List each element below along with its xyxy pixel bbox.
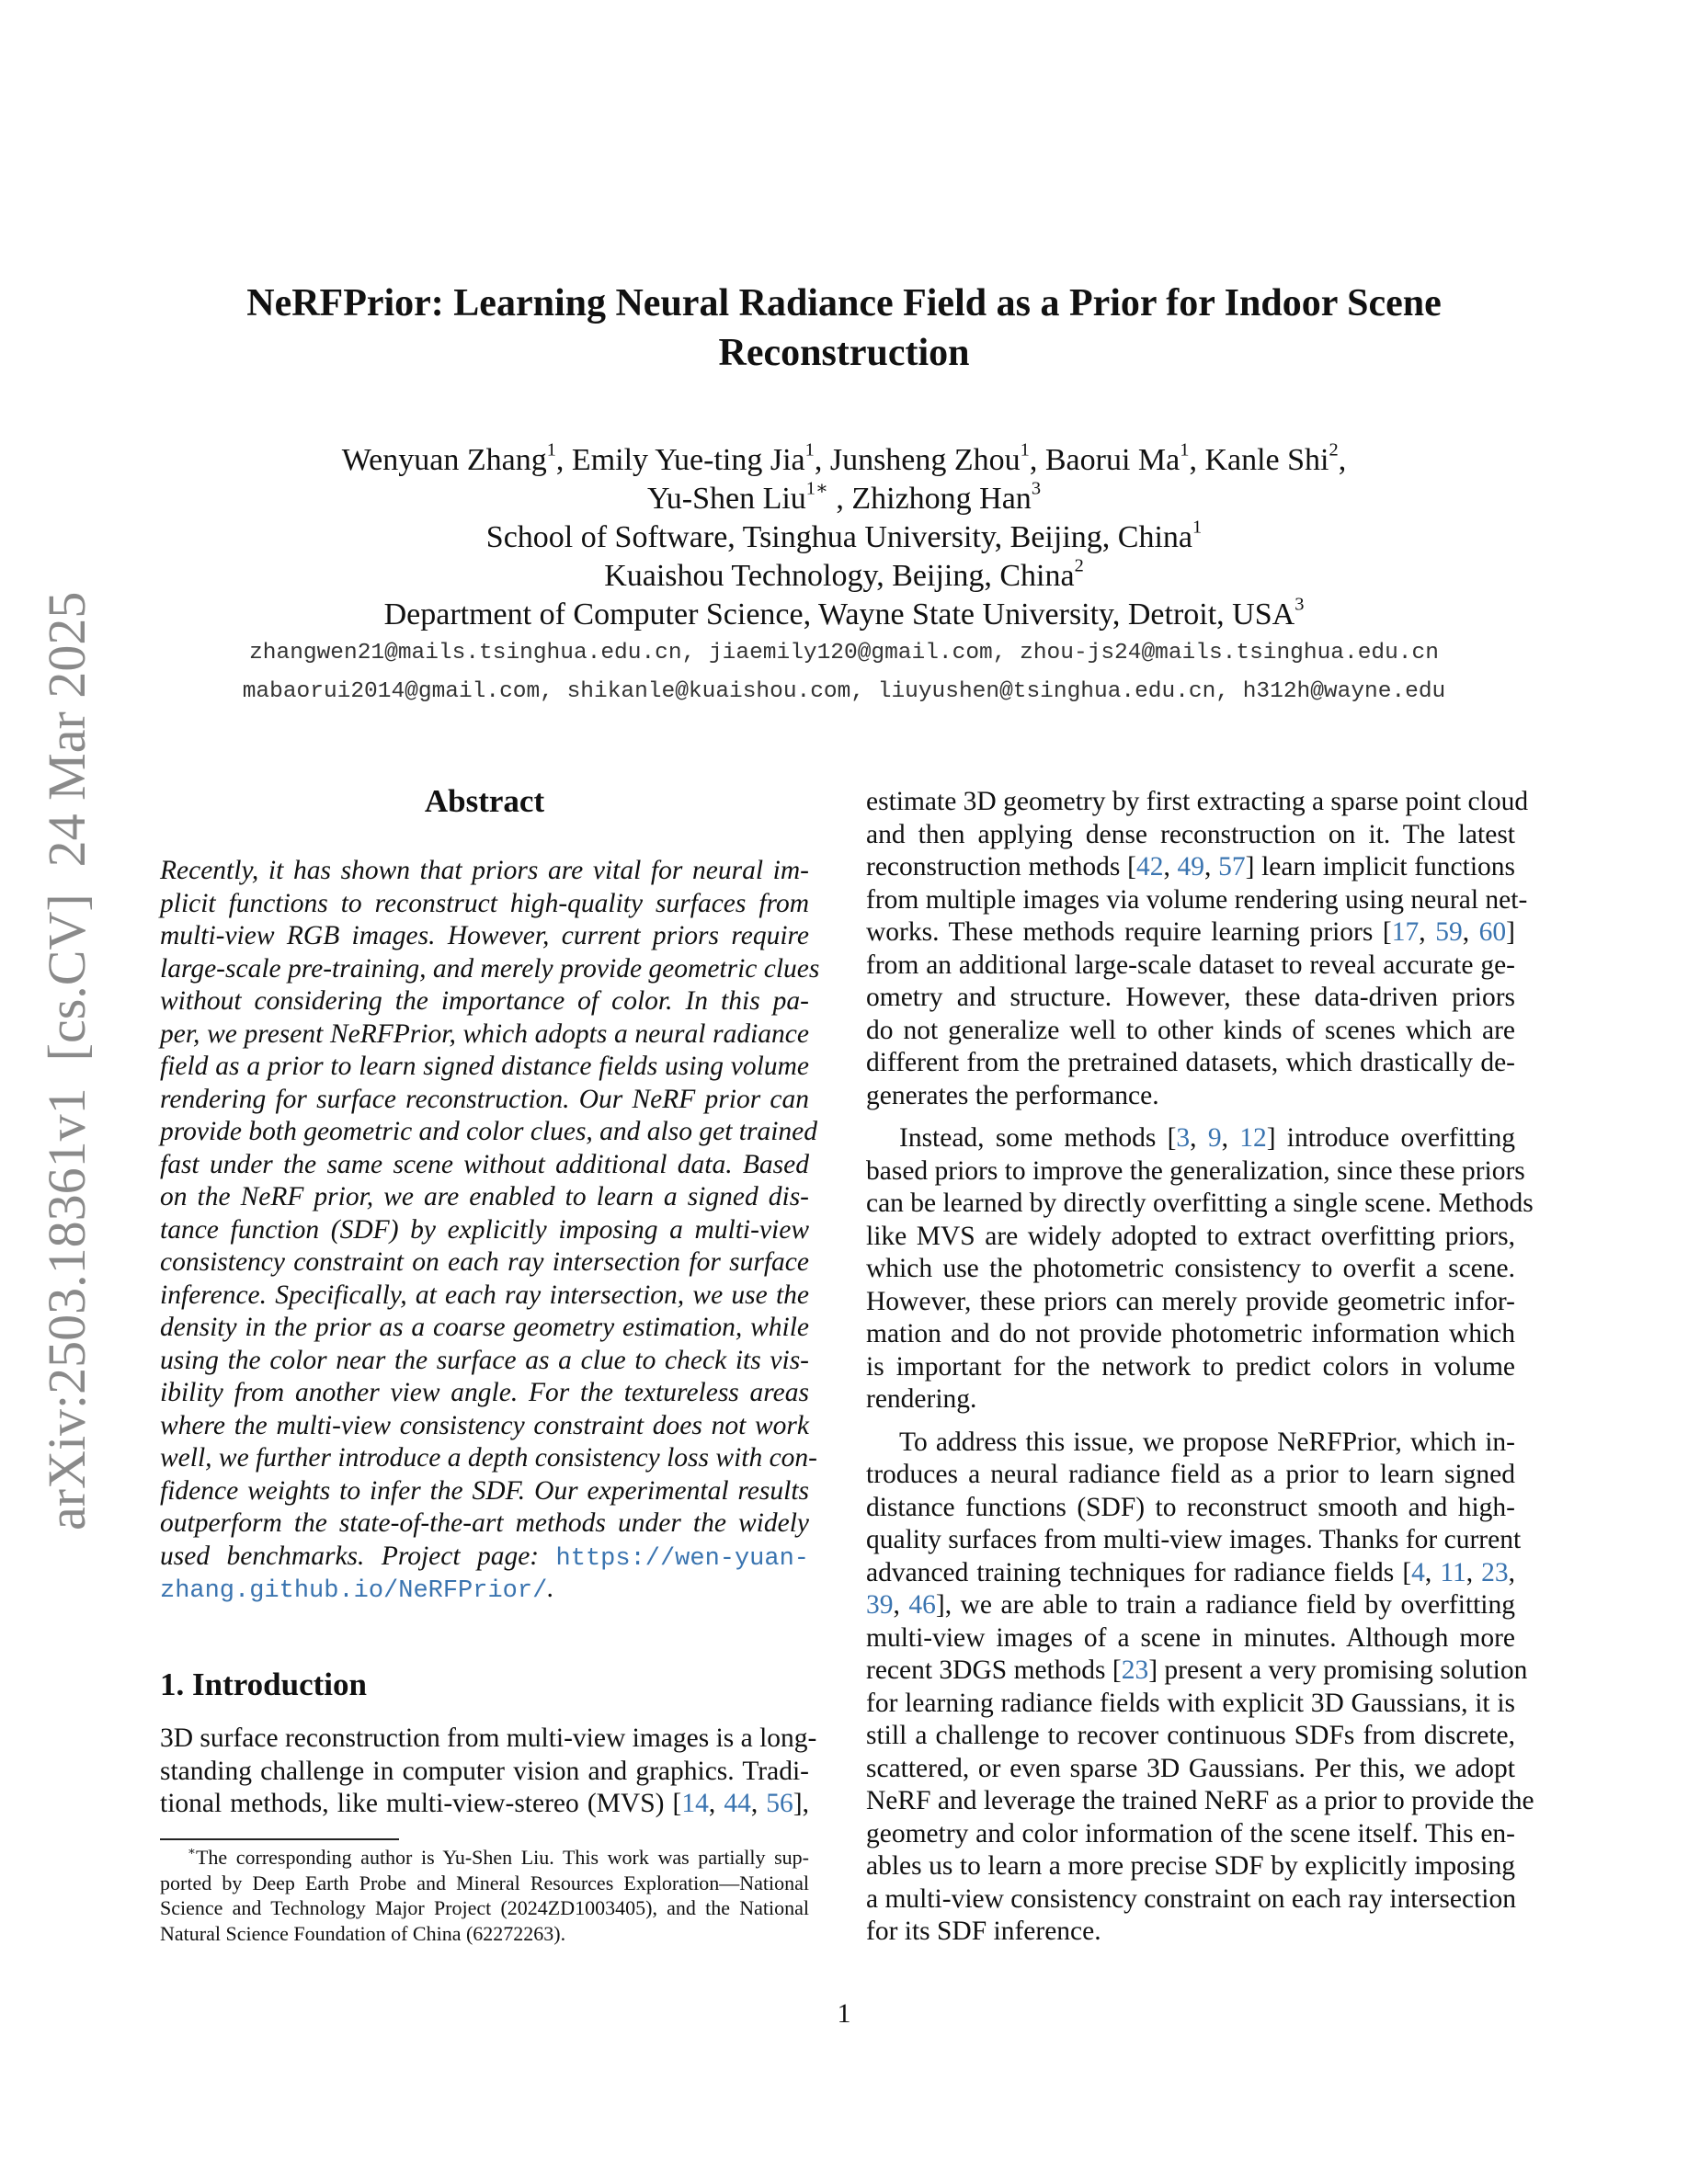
- text-line: [866, 851, 1515, 884]
- paragraph: [160, 1723, 817, 1821]
- text-line: [160, 1116, 817, 1149]
- text-run: Recently, it has shown that priors are vital for neural im-: [160, 856, 809, 885]
- text-run: ,: [1419, 917, 1436, 947]
- text-line: [866, 982, 1515, 1015]
- text-run: Natural Science Foundation of China (62272263).: [160, 1921, 566, 1945]
- text-run: reconstruction methods [: [866, 852, 1136, 882]
- citation-link[interactable]: 59: [1435, 917, 1463, 947]
- text-line: [866, 1080, 1515, 1113]
- text-run: using the color near the surface as a clue to check its vis-: [160, 1345, 809, 1375]
- text-run: , Zhizhong Han: [827, 482, 1032, 516]
- text-run: without considering the importance of color. In this pa-: [160, 986, 809, 1016]
- text-run: from an additional large-scale dataset to reveal accurate ge-: [866, 950, 1515, 980]
- text-line: [866, 1655, 1528, 1688]
- text-line: [866, 1916, 1515, 1949]
- text-run: ,: [1462, 917, 1479, 947]
- text-line: [160, 1756, 809, 1789]
- text-line: [160, 1475, 809, 1508]
- text-run: geometry and color information of the scene itself. This en-: [866, 1818, 1515, 1848]
- text-line: [866, 950, 1515, 983]
- text-line: [866, 1785, 1534, 1818]
- text-line: [160, 888, 809, 921]
- text-run: ables us to learn a more precise SDF by explicitly imposing: [866, 1851, 1515, 1881]
- text-line: [866, 1589, 1515, 1622]
- citation-link[interactable]: 57: [1218, 852, 1246, 882]
- text-line: [866, 1318, 1515, 1351]
- text-run: ,: [1338, 443, 1347, 477]
- text-run: ,: [1221, 1123, 1240, 1153]
- citation-link[interactable]: 14: [681, 1789, 709, 1818]
- citation-link[interactable]: 3: [1176, 1123, 1191, 1153]
- text-line: [160, 1345, 809, 1378]
- text-run: , Baorui Ma: [1029, 443, 1180, 477]
- author-emails: [0, 634, 1688, 711]
- text-run: recent 3DGS methods [: [866, 1655, 1122, 1685]
- text-line: [866, 1459, 1515, 1492]
- text-run: provide both geometric and color clues, and also get trained: [160, 1117, 817, 1146]
- title-line: NeRFPrior: Learning Neural Radiance Field as a Prior for Indoor Scene: [246, 282, 1442, 324]
- text-line: [160, 1051, 809, 1084]
- text-line: [160, 1541, 809, 1574]
- text-run: plicit functions to reconstruct high-quality surfaces from: [160, 888, 809, 918]
- text-line: [160, 1214, 809, 1247]
- text-run: quality surfaces from multi-view images. Thanks for current: [866, 1525, 1522, 1554]
- text-run: Instead, some methods [: [899, 1123, 1177, 1153]
- footnote: [160, 1845, 809, 1946]
- text-line: [160, 1573, 809, 1606]
- superscript: 3: [1031, 478, 1042, 499]
- abstract-heading: Abstract: [424, 783, 545, 819]
- text-run: multi-view RGB images. However, current priors require: [160, 921, 809, 950]
- text-line: [866, 916, 1515, 950]
- text-line: [160, 1895, 809, 1921]
- superscript: 3: [1295, 594, 1305, 615]
- text-run: large-scale pre-training, and merely provide geometric clues: [160, 953, 820, 984]
- text-line: [160, 1149, 809, 1182]
- text-run: tional methods, like multi-view-stereo (MVS) [: [160, 1789, 682, 1818]
- text-run: , Junsheng Zhou: [814, 443, 1021, 477]
- text-line: [160, 1312, 809, 1345]
- citation-link[interactable]: 44: [724, 1789, 751, 1818]
- text-line: [160, 1280, 809, 1313]
- superscript: 2: [1074, 555, 1084, 576]
- text-run: for its SDF inference.: [866, 1917, 1101, 1946]
- text-line: [160, 1845, 809, 1871]
- text-line: [866, 1155, 1525, 1189]
- text-line: [160, 1442, 818, 1475]
- text-line: [160, 855, 809, 888]
- text-line: [866, 1524, 1522, 1557]
- text-run: ,: [893, 1590, 909, 1620]
- text-run: ], we are able to train a radiance field by overfitting: [935, 1590, 1515, 1620]
- title-line: Reconstruction: [718, 332, 970, 374]
- text-run: different from the pretrained datasets, which drastically de-: [866, 1048, 1515, 1077]
- citation-link[interactable]: 9: [1207, 1123, 1222, 1153]
- text-run: for learning radiance fields with explicit 3D Gaussians, it is: [866, 1688, 1515, 1718]
- paper-title: [0, 279, 1688, 378]
- text-line: [866, 1492, 1515, 1525]
- text-run: based priors to improve the generalization, since these priors: [866, 1155, 1525, 1186]
- citation-link[interactable]: 17: [1391, 917, 1420, 947]
- text-line: [160, 985, 809, 1018]
- text-run: Kuaishou Technology, Beijing, China: [604, 559, 1075, 593]
- footnote-rule: [160, 1838, 399, 1840]
- text-line: [866, 1383, 1515, 1416]
- text-line: [866, 1047, 1515, 1080]
- citation-link[interactable]: 46: [908, 1590, 936, 1620]
- text-run: and then applying dense reconstruction on it. The latest: [866, 819, 1515, 849]
- superscript: 1: [1180, 439, 1190, 461]
- text-run: ],: [793, 1789, 809, 1818]
- text-run: can be learned by directly overfitting a single scene. Methods: [866, 1189, 1534, 1218]
- text-run: advanced training techniques for radiance fields [: [866, 1557, 1412, 1587]
- page-number: 1: [837, 1998, 851, 2029]
- email-line: zhangwen21@mails.tsinghua.edu.cn, jiaemily120@gmail.com, zhou-js24@mails.tsinghua.edu.cn: [249, 641, 1439, 665]
- citation-link[interactable]: 23: [1481, 1557, 1509, 1587]
- text-line: [866, 819, 1515, 852]
- paragraph: [866, 1122, 1534, 1416]
- citation-link[interactable]: 42: [1135, 852, 1164, 882]
- text-run: Wenyuan Zhang: [341, 443, 547, 477]
- text-line: [0, 518, 1688, 557]
- right-column-body: [866, 786, 1534, 1949]
- superscript: 1: [1020, 439, 1030, 461]
- superscript: ∗: [188, 1844, 196, 1859]
- text-line: [160, 1871, 809, 1896]
- email-line: mabaorui2014@gmail.com, shikanle@kuaishou.com, liuyushen@tsinghua.edu.cn, h312h@wayne.edu: [242, 679, 1446, 704]
- text-line: [866, 1122, 1515, 1155]
- text-run: ,: [1424, 1557, 1441, 1587]
- text-run: per, we present NeRFPrior, which adopts a neural radiance: [160, 1018, 809, 1049]
- text-line: [160, 953, 820, 986]
- text-run: To address this issue, we propose NeRFPrior, which in-: [899, 1427, 1515, 1457]
- text-run: fidence weights to infer the SDF. Our experimental results: [160, 1475, 809, 1506]
- text-run: distance functions (SDF) to reconstruct smooth and high-: [866, 1492, 1515, 1522]
- text-run: ] present a very promising solution: [1148, 1655, 1528, 1685]
- superscript: 1: [804, 439, 815, 461]
- text-line: [0, 557, 1688, 596]
- text-run: ] learn implicit functions: [1245, 852, 1516, 882]
- text-run: School of Software, Tsinghua University, Beijing, China: [485, 520, 1192, 554]
- text-line: [866, 1188, 1534, 1221]
- text-run: troduces a neural radiance field as a prior to learn signed: [866, 1460, 1515, 1489]
- text-run: Science and Technology Major Project (2024ZD1003405), and the National: [160, 1896, 809, 1919]
- text-line: [866, 786, 1529, 819]
- superscript: 1: [546, 439, 556, 461]
- citation-link[interactable]: 39: [866, 1590, 894, 1620]
- text-run: ,: [708, 1789, 724, 1818]
- text-run: scattered, or even sparse 3D Gaussians. Per this, we adopt: [866, 1753, 1515, 1783]
- text-run: ,: [750, 1789, 767, 1818]
- text-run: still a challenge to recover continuous SDFs from discrete,: [866, 1721, 1515, 1750]
- text-run: , Emily Yue-ting Jia: [555, 443, 805, 477]
- citation-link[interactable]: 23: [1121, 1655, 1149, 1685]
- text-run: ,: [1466, 1557, 1482, 1587]
- text-line: [160, 1084, 809, 1117]
- text-line: [866, 1622, 1515, 1655]
- text-line: [866, 1883, 1515, 1917]
- text-run: works. These methods require learning priors [: [866, 917, 1392, 947]
- paragraph: [866, 786, 1529, 1112]
- text-run: well, we further introduce a depth consistency loss with con-: [160, 1443, 818, 1473]
- section-heading-introduction: 1. Introduction: [160, 1666, 367, 1702]
- arxiv-identifier-sidebar: arXiv:2503.18361v1 [cs.CV] 24 Mar 2025: [37, 591, 97, 1530]
- text-line: [866, 1427, 1515, 1460]
- text-run: NeRF and leverage the trained NeRF as a prior to provide the: [866, 1786, 1534, 1815]
- text-run: Yu-Shen Liu: [646, 482, 806, 516]
- text-run: from multiple images via volume rendering using neural net-: [866, 884, 1528, 915]
- text-run: .: [547, 1574, 554, 1603]
- text-run: Department of Computer Science, Wayne State University, Detroit, USA: [383, 597, 1295, 631]
- paragraph: [160, 1845, 809, 1946]
- text-run: ported by Deep Earth Probe and Mineral Resources Exploration—National: [160, 1871, 809, 1894]
- text-run: However, these priors can merely provide geometric infor-: [866, 1286, 1515, 1316]
- citation-link[interactable]: 56: [766, 1789, 793, 1818]
- text-run: ometry and structure. However, these data-driven priors: [866, 983, 1515, 1012]
- text-run: ,: [1508, 1557, 1516, 1587]
- text-line: [866, 1753, 1515, 1786]
- text-line: [866, 1688, 1515, 1721]
- superscript: 1: [1192, 517, 1203, 538]
- text-run: where the multi-view consistency constraint does not work: [160, 1410, 809, 1440]
- paragraph: [160, 855, 820, 1606]
- citation-link[interactable]: 12: [1239, 1123, 1267, 1153]
- text-run: consistency constraint on each ray intersection for surface: [160, 1247, 809, 1277]
- text-run: tance function (SDF) by explicitly imposing a multi-view: [160, 1214, 809, 1245]
- text-run: do not generalize well to other kinds of scenes which are: [866, 1015, 1515, 1045]
- project-page-link[interactable]: zhang.github.io/NeRFPrior/: [160, 1577, 548, 1605]
- superscript: 2: [1329, 439, 1339, 461]
- text-run: on the NeRF prior, we are enabled to learn a signed dis-: [160, 1182, 809, 1211]
- text-run: ] introduce overfitting: [1266, 1123, 1515, 1153]
- text-line: [160, 1788, 809, 1821]
- text-line: [866, 1850, 1515, 1883]
- text-run: is important for the network to predict colors in volume: [866, 1351, 1515, 1382]
- text-line: [866, 1015, 1515, 1048]
- text-line: [866, 1557, 1515, 1590]
- text-run: estimate 3D geometry by first extracting a sparse point cloud: [866, 787, 1529, 816]
- introduction-body: [160, 1723, 817, 1821]
- text-line: [0, 441, 1688, 480]
- text-run: mation and do not provide photometric information which: [866, 1319, 1515, 1348]
- abstract-body: [160, 855, 820, 1606]
- text-run: multi-view images of a scene in minutes. Although more: [866, 1622, 1515, 1653]
- text-line: [866, 1253, 1515, 1286]
- text-line: [160, 1507, 809, 1541]
- text-run: used benchmarks. Project page:: [160, 1541, 556, 1571]
- text-line: [160, 1723, 817, 1756]
- text-run: standing challenge in computer vision and graphics. Tradi-: [160, 1756, 809, 1786]
- superscript: 1∗: [805, 478, 828, 499]
- text-line: [160, 1377, 809, 1410]
- text-run: ,: [1190, 1123, 1208, 1153]
- text-line: [866, 1818, 1515, 1851]
- text-run: generates the performance.: [866, 1080, 1159, 1110]
- text-run: field as a prior to learn signed distance fields using volume: [160, 1052, 809, 1081]
- citation-link[interactable]: 49: [1177, 852, 1205, 882]
- text-run: which use the photometric consistency to overfit a scene.: [866, 1254, 1515, 1283]
- text-run: outperform the state-of-the-art methods under the widely: [160, 1508, 809, 1538]
- citation-link[interactable]: 11: [1440, 1557, 1466, 1587]
- text-line: [160, 1181, 809, 1214]
- text-line: [160, 1018, 809, 1052]
- text-line: [866, 1720, 1515, 1753]
- text-run: fast under the same scene without additional data. Based: [160, 1149, 809, 1179]
- text-line: [0, 596, 1688, 634]
- text-run: ibility from another view angle. For the textureless areas: [160, 1378, 809, 1407]
- citation-link[interactable]: 60: [1478, 917, 1507, 947]
- paragraph: [866, 1427, 1534, 1949]
- text-line: [866, 1286, 1515, 1319]
- text-run: ]: [1506, 917, 1515, 947]
- text-run: ,: [1204, 852, 1219, 882]
- text-line: [0, 480, 1688, 518]
- text-run: inference. Specifically, at each ray intersection, we use the: [160, 1280, 809, 1310]
- text-line: [866, 1351, 1515, 1384]
- text-line: [160, 920, 809, 953]
- text-run: rendering.: [866, 1384, 977, 1414]
- text-run: a multi-view consistency constraint on each ray intersection: [866, 1883, 1516, 1914]
- project-page-link[interactable]: https://wen-yuan-: [555, 1544, 809, 1573]
- text-line: [160, 1246, 809, 1280]
- text-line: [866, 1221, 1515, 1254]
- text-run: The corresponding author is Yu-Shen Liu. This work was partially sup-: [195, 1846, 809, 1869]
- author-block: [0, 441, 1688, 634]
- text-run: like MVS are widely adopted to extract overfitting priors,: [866, 1221, 1515, 1251]
- text-run: 3D surface reconstruction from multi-view images is a long-: [160, 1723, 817, 1753]
- text-run: , Kanle Shi: [1189, 443, 1329, 477]
- text-line: [160, 1921, 809, 1947]
- text-line: [866, 884, 1528, 917]
- text-run: rendering for surface reconstruction. Our NeRF prior can: [160, 1084, 809, 1114]
- text-line: [160, 1410, 809, 1443]
- citation-link[interactable]: 4: [1411, 1557, 1425, 1587]
- text-run: ,: [1163, 852, 1178, 882]
- text-run: density in the prior as a coarse geometry estimation, while: [160, 1313, 809, 1342]
